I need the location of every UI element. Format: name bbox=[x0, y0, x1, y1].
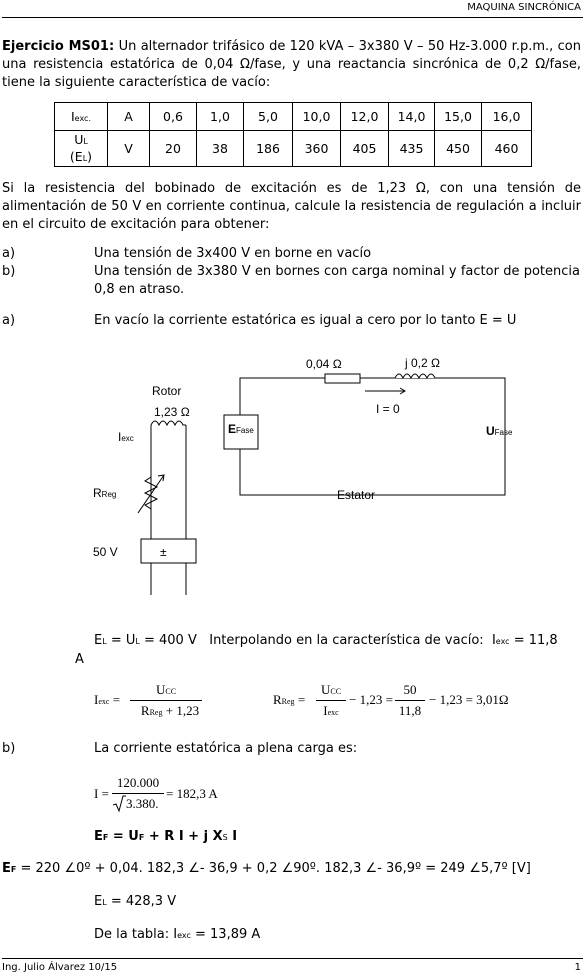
rreg-formula-lhs: RReg = bbox=[273, 692, 306, 707]
table-cell: 0,6 bbox=[150, 103, 197, 131]
table-cell: 5,0 bbox=[244, 103, 293, 131]
table-cell: 10,0 bbox=[293, 103, 341, 131]
rreg-result: − 1,23 = 3,01Ω bbox=[429, 692, 509, 707]
table-cell: 15,0 bbox=[435, 103, 482, 131]
iexc-formula-lhs: Iexc = bbox=[94, 692, 121, 707]
sqrt-icon bbox=[112, 795, 126, 813]
excitation-circuit-diagram bbox=[0, 345, 585, 600]
rotor-resistance: 1,23 Ω bbox=[154, 405, 190, 419]
answer-b-text: La corriente estatórica a plena carga es: bbox=[94, 741, 358, 756]
table-cell: 460 bbox=[482, 131, 532, 167]
current-numerator: 120.000 bbox=[116, 775, 160, 790]
reactance-label: j 0,2 Ω bbox=[405, 356, 440, 370]
problem-paragraph: Si la resistencia del bobinado de excitación es de 1,23 Ω, con una tensión de alimentación de 50 V en corriente continua, calcule la resistencia de regulación a incluir en el circuito de excitación para obtener: bbox=[2, 181, 581, 232]
rreg-numerator-1: UCC bbox=[320, 682, 342, 697]
source-voltage-label: 50 V bbox=[93, 545, 118, 559]
rreg-label: RReg bbox=[93, 486, 117, 500]
exercise-label: Ejercicio MS01: bbox=[2, 39, 115, 54]
item-b-text: Una tensión de 3x380 V en bornes con carga nominal y factor de potencia 0,8 en atraso. bbox=[94, 264, 580, 297]
table-row1-unit: A bbox=[108, 103, 150, 131]
current-result: = 182,3 A bbox=[166, 786, 218, 801]
table-cell: 360 bbox=[293, 131, 341, 167]
dc-source-box bbox=[141, 539, 196, 563]
item-b-label: b) bbox=[2, 264, 16, 279]
exercise-statement bbox=[2, 38, 581, 92]
table-cell: 16,0 bbox=[482, 103, 532, 131]
current-formula-lhs: I = bbox=[94, 786, 109, 801]
answer-a-label: A bbox=[75, 652, 84, 667]
rreg-fraction-bar-2 bbox=[395, 700, 425, 701]
iexc-formula-numerator: UCC bbox=[155, 682, 177, 697]
line-emf-result: EL = 428,3 V bbox=[94, 894, 177, 909]
vacuum-characteristic-table bbox=[54, 102, 532, 167]
stator-current-label: I = 0 bbox=[376, 402, 400, 416]
stator-box bbox=[240, 378, 505, 495]
table-cell: 12,0 bbox=[341, 103, 389, 131]
table-lookup-result: De la tabla: Iexc = 13,89 A bbox=[94, 927, 261, 942]
table-row2-unit: V bbox=[108, 131, 150, 167]
rreg-fraction-bar-1 bbox=[316, 700, 346, 701]
table-cell: 38 bbox=[197, 131, 244, 167]
table-cell: 435 bbox=[389, 131, 435, 167]
iexc-fraction-bar bbox=[130, 700, 202, 701]
page-header: MAQUINA SINCRÓNICA bbox=[467, 2, 581, 13]
item-a-text: Una tensión de 3x400 V en borne en vacío bbox=[94, 246, 372, 261]
stator-resistance-label: 0,04 Ω bbox=[306, 357, 342, 371]
answer-b-label: b) bbox=[2, 741, 16, 756]
table-cell: 20 bbox=[150, 131, 197, 167]
table-cell: 405 bbox=[341, 131, 389, 167]
answer-a-intro-label: a) bbox=[2, 313, 16, 328]
stator-label: Estator bbox=[337, 488, 376, 502]
table-cell: 450 bbox=[435, 131, 482, 167]
synchronous-reactance-coil bbox=[395, 374, 435, 378]
footer-author: Ing. Julio Álvarez 10/15 bbox=[2, 962, 118, 973]
source-polarity-symbol: ± bbox=[160, 545, 167, 559]
table-row2-label: UL (EL) bbox=[55, 131, 108, 167]
item-a-label: a) bbox=[2, 246, 16, 261]
header-rule bbox=[2, 17, 583, 18]
table-cell: 1,0 bbox=[197, 103, 244, 131]
answer-a-intro-text: En vacío la corriente estatórica es igual a cero por lo tanto E = U bbox=[94, 313, 517, 328]
table-cell: 186 bbox=[244, 131, 293, 167]
iexc-formula-denominator: RReg + 1,23 bbox=[140, 703, 200, 718]
table-row1-label: Iexc. bbox=[55, 103, 108, 131]
rotor-label: Rotor bbox=[152, 384, 182, 398]
phasor-equation: EF = UF + R I + j XS I bbox=[94, 829, 238, 844]
page-number: 1 bbox=[574, 962, 581, 973]
exercise-text: Un alternador trifásico de 120 kVA – 3x380 V – 50 Hz-3.000 r.p.m., con una resistencia estatórica de 0,04 Ω/fase, y una reactancia sincrónica de 0,2 Ω/fase, tiene la siguiente característica de vacío: bbox=[2, 39, 581, 90]
answer-a-line1: EL = UL = 400 V Interpolando en la característica de vacío: Iexc = 11,8 bbox=[94, 633, 558, 648]
rreg-denominator-2: 11,8 bbox=[398, 703, 422, 718]
ufase-label: UFase bbox=[486, 424, 513, 438]
current-fraction-bar bbox=[112, 793, 164, 794]
table-cell: 14,0 bbox=[389, 103, 435, 131]
rreg-denominator-1: Iexc bbox=[323, 703, 339, 718]
rreg-mid: − 1,23 = bbox=[349, 692, 393, 707]
rreg-numerator-2: 50 bbox=[403, 682, 417, 697]
footer-rule bbox=[2, 958, 583, 959]
efase-label: EFase bbox=[228, 422, 254, 436]
stator-resistor bbox=[325, 374, 360, 383]
iexc-label: Iexc bbox=[118, 430, 134, 444]
rotor-coil bbox=[151, 421, 186, 425]
current-denominator: 3.380. bbox=[126, 796, 159, 811]
ef-phasor-calculation: EF = 220 ∠0º + 0,04. 182,3 ∠- 36,9 + 0,2 ∠90º. 182,3 ∠- 36,9º = 249 ∠5,7º [V] bbox=[2, 861, 531, 876]
